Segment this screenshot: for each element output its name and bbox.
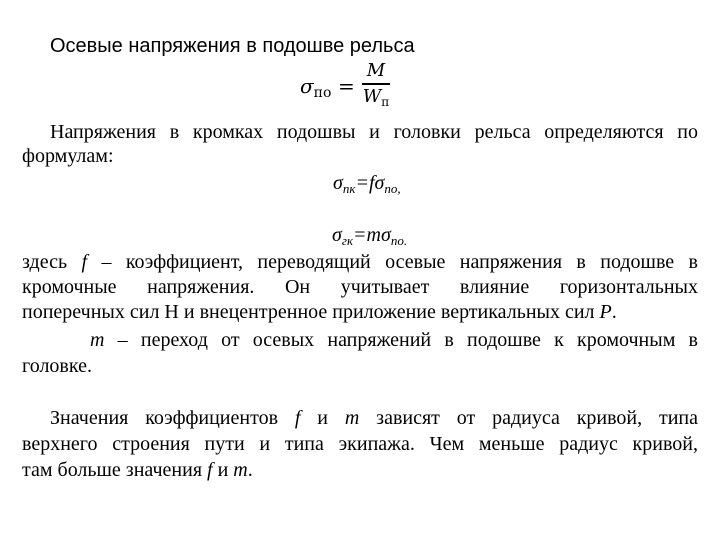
- fraction-denominator: $W_п$: [362, 85, 390, 109]
- formula-fraction: [362, 60, 390, 113]
- para1-line2: формулам:: [22, 145, 114, 167]
- formula-equals: =: [338, 74, 355, 98]
- para3-line3: там больше значения f и m.: [22, 459, 253, 481]
- fraction-numerator: M: [366, 60, 386, 81]
- formula-lhs: $\sigma_{по}$: [300, 74, 332, 101]
- para3-line1: Значения коэффициентов f и m зависят от радиуса кривой, типа: [50, 407, 698, 429]
- para1-line1: Напряжения в кромках подошвы и головки рельса определяются по: [50, 121, 698, 143]
- fraction-bar: [362, 83, 390, 85]
- heading: Осевые напряжения в подошве рельса: [50, 35, 415, 57]
- para2-line2: кромочные напряжения. Он учитывает влияние горизонтальных: [22, 276, 698, 298]
- para2-line3: поперечных сил Н и внецентренное приложение вертикальных сил P.: [22, 301, 617, 323]
- formula-edge-head: $\sigma_{гк}=m\sigma_{по.}$: [332, 224, 408, 248]
- para3-line2: верхнего строения пути и типа экипажа. Чем меньше радиус кривой,: [22, 433, 698, 455]
- formula-edge-foot: $\sigma_{пк}=f\sigma_{по,}$: [333, 172, 401, 196]
- para2-line1: здесь f – коэффициент, переводящий осевые напряжения в подошве в: [22, 251, 698, 273]
- para2-line4: m – переход от осевых напряжений в подошве к кромочным в: [90, 329, 698, 351]
- para2-line5: головке.: [22, 355, 92, 377]
